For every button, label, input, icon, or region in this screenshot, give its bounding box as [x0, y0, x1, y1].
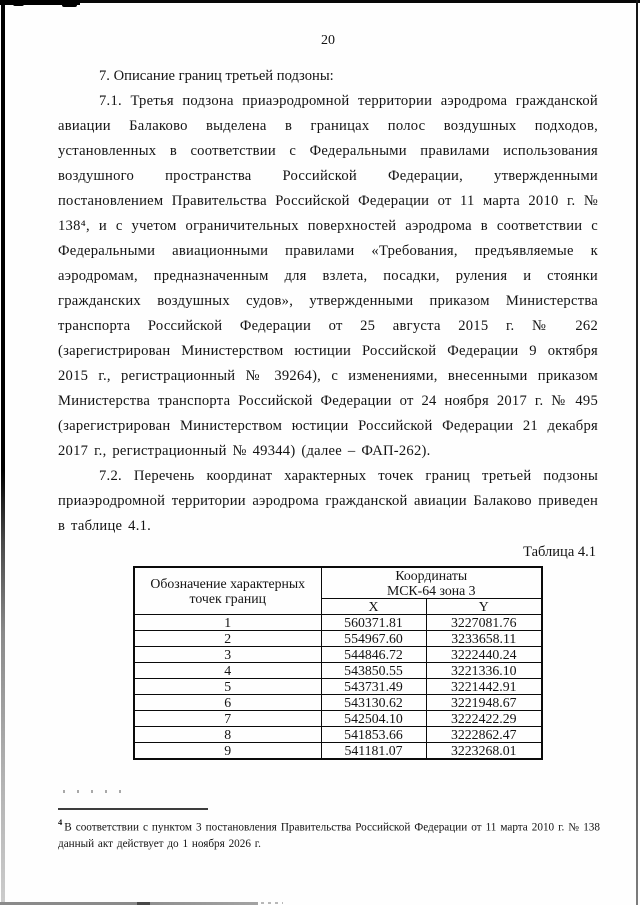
cell-y-coordinate: 3222422.29 — [426, 711, 542, 727]
section-heading: 7. Описание границ третьей подзоны: — [99, 68, 334, 84]
paragraph-7-1: 7.1. Третья подзона приаэродромной территории аэродрома гражданской авиации Балаково выделена в границах полос воздушных подходов, установленных в соответствии с Федеральными правилами использования воздушного пространства Российской Федерации, утвержденными постановлением Правительства Российской Федерации от 11 марта 2010 г. № 138⁴, и с учетом ограничительных поверхностей аэродрома в соответствии с Федеральными авиационными правилами «Требования, предъявляемые к аэродромам, предназначенным для взлета, посадки, руления и стоянки гражданских воздушных судов», утвержденными приказом Министерства транспорта Российской Федерации от 25 августа 2015 г. № 262 (зарегистрирован Министерством юстиции Российской Федерации 9 октября 2015 г., регистрационный № 39264), с изменениями, внесенными приказом Министерства транспорта Российской Федерации от 24 ноября 2017 г. № 495 (зарегистрирован Министерством юстиции Российской Федерации 21 декабря 2017 г., регистрационный № 49344) (далее – ФАП-262). — [58, 93, 598, 459]
cell-point-number: 8 — [134, 727, 321, 743]
cell-y-coordinate: 3233658.11 — [426, 631, 542, 647]
table-row — [134, 711, 542, 727]
coordinates-table — [133, 566, 543, 760]
scan-artifact-dots — [63, 790, 127, 793]
cell-y-coordinate: 3222440.24 — [426, 647, 542, 663]
table-header-x: X — [321, 599, 426, 615]
cell-x-coordinate: 542504.10 — [321, 711, 426, 727]
table-row — [134, 615, 542, 631]
table-header-coords-line2: МСК-64 зона 3 — [386, 583, 476, 598]
table-row — [134, 647, 542, 663]
cell-y-coordinate: 3221442.91 — [426, 679, 542, 695]
footnote-marker: 4 — [58, 817, 63, 827]
footnote — [58, 815, 600, 852]
cell-point-number: 7 — [134, 711, 321, 727]
paragraph-7-2: 7.2. Перечень координат характерных точек границ третьей подзоны приаэродромной территории аэродрома гражданской авиации Балаково приведен в таблице 4.1. — [58, 468, 598, 534]
footnote-separator — [58, 808, 208, 810]
table-row — [134, 727, 542, 743]
cell-point-number: 9 — [134, 743, 321, 760]
table-header-coords — [321, 567, 542, 599]
cell-y-coordinate: 3221336.10 — [426, 663, 542, 679]
scan-artifact-blob — [13, 0, 24, 6]
table-row — [134, 695, 542, 711]
cell-x-coordinate: 543130.62 — [321, 695, 426, 711]
cell-y-coordinate: 3221948.67 — [426, 695, 542, 711]
cell-point-number: 4 — [134, 663, 321, 679]
scan-edge-left — [1, 0, 5, 905]
cell-point-number: 1 — [134, 615, 321, 631]
table-header-y: Y — [426, 599, 542, 615]
cell-x-coordinate: 541853.66 — [321, 727, 426, 743]
scan-edge-right — [636, 0, 638, 905]
cell-point-number: 6 — [134, 695, 321, 711]
cell-y-coordinate: 3227081.76 — [426, 615, 542, 631]
footnote-block — [58, 790, 600, 852]
scan-edge-bottom-dots — [261, 902, 283, 904]
table-row — [134, 663, 542, 679]
cell-x-coordinate: 560371.81 — [321, 615, 426, 631]
cell-x-coordinate: 543850.55 — [321, 663, 426, 679]
cell-x-coordinate: 541181.07 — [321, 743, 426, 760]
page-number: 20 — [321, 33, 335, 48]
cell-point-number: 3 — [134, 647, 321, 663]
table-caption: Таблица 4.1 — [523, 544, 596, 560]
cell-x-coordinate: 554967.60 — [321, 631, 426, 647]
cell-x-coordinate: 544846.72 — [321, 647, 426, 663]
table-row — [134, 631, 542, 647]
table-header-points: Обозначение характерных точек границ — [134, 567, 321, 615]
table-row — [134, 743, 542, 760]
cell-point-number: 5 — [134, 679, 321, 695]
table-header-row — [134, 567, 542, 599]
page-content — [58, 0, 598, 760]
cell-point-number: 2 — [134, 631, 321, 647]
footnote-text: В соответствии с пунктом 3 постановления Правительства Российской Федерации от 11 марта 2010 г. № 138 данный акт действует до 1 ноября 2026 г. — [58, 821, 600, 850]
cell-y-coordinate: 3223268.01 — [426, 743, 542, 760]
table-header-coords-line1: Координаты — [395, 568, 468, 583]
cell-x-coordinate: 543731.49 — [321, 679, 426, 695]
cell-y-coordinate: 3222862.47 — [426, 727, 542, 743]
table-row — [134, 679, 542, 695]
